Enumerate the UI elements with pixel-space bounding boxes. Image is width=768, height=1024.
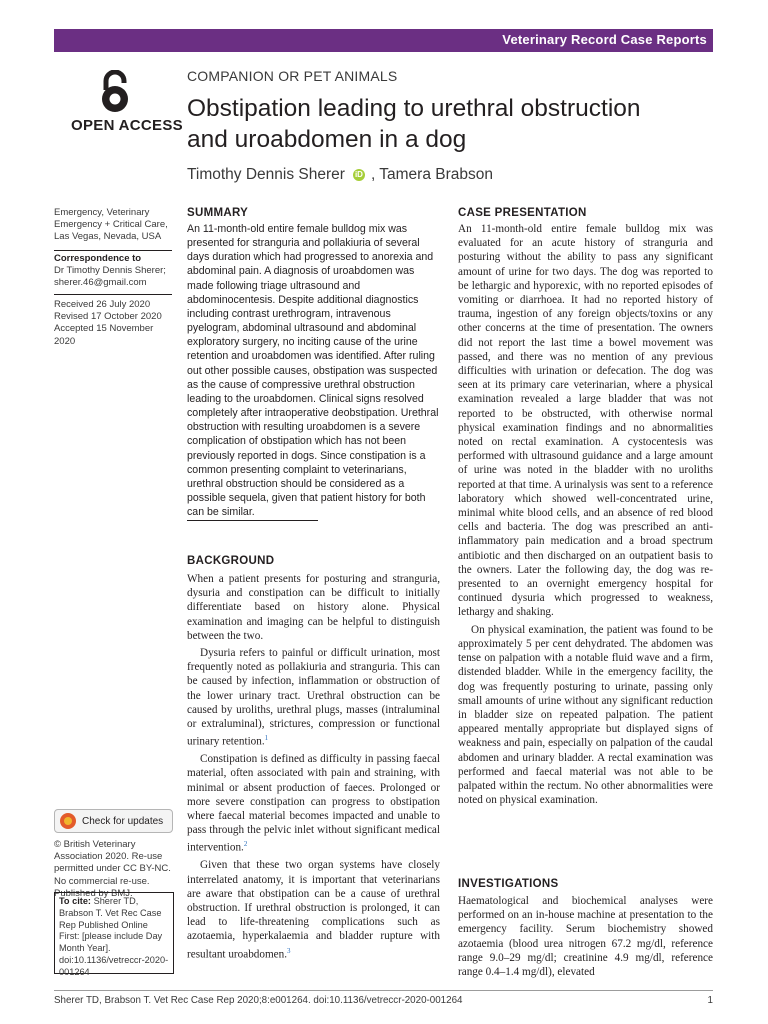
paragraph: Given that these two organ systems have closely interrelated anatomy, it is important that veterinarians are aware that obstipation can be a cause of urethral obstruction. If urethral obstruction is prolonged, it can lead to life-threatening complications such as azotaemia, hyperkalaemia and bladder rupture with resultant uroabdomen.$^3$: [187, 859, 440, 961]
paragraph: Haematological and biochemical analyses were performed on an in-house machine at presentation to the emergency facility. Serum biochemistry showed azotaemia (blood urea nitrogen 67.2 mg/dl, reference range 9.0–29 mg/dl; creatinine 4.9 mg/dl, reference range 0.4–1.4 mg/dl), elevated: [458, 895, 713, 979]
investigations-heading: INVESTIGATIONS: [458, 878, 559, 890]
open-access-lock-icon: [96, 70, 134, 114]
received-date: Received 26 July 2020: [54, 299, 151, 310]
check-for-updates-button[interactable]: [54, 809, 173, 833]
journal-name: Veterinary Record Case Reports: [502, 32, 707, 47]
affiliation: Emergency, Veterinary Emergency + Critical Care, Las Vegas, Nevada, USA: [54, 207, 168, 243]
author-link[interactable]: , Tamera Brabson: [370, 166, 493, 183]
reference-link[interactable]: 3: [287, 946, 291, 955]
article-title: Obstipation leading to urethral obstruction and uroabdomen in a dog: [187, 95, 641, 153]
case-presentation-heading: CASE PRESENTATION: [458, 207, 587, 219]
to-cite-text: Sherer TD, Brabson T. Vet Rec Case Rep Published Online First: [please include Day Month Year]. doi:10.1136/vetreccr-2020-001264: [59, 896, 169, 977]
correspondence-block: [54, 253, 176, 290]
paragraph: Constipation is defined as difficulty in passing faecal material, often associated with pain and straining, with minimal or absent production of faeces. Prolonged or more severe constipation can progress to obstipation where faecal material becomes impacted and unable to pass through the pelvic inlet without significant medical intervention.$^2$: [187, 753, 440, 855]
correspondence-email[interactable]: sherer.46@gmail.com: [54, 277, 147, 289]
check-for-updates-label: Check for updates: [82, 815, 164, 827]
author-list: [187, 166, 493, 184]
background-heading: BACKGROUND: [187, 555, 275, 567]
divider: [54, 250, 172, 251]
footer-divider: [54, 990, 713, 991]
divider: [187, 520, 318, 521]
summary-text: An 11-month-old entire female bulldog mix was presented for stranguria and pollakiuria of several days duration which had progressed to anorexia and abdominal pain. A diagnosis of uroabdomen was made following triage ultrasound and abdominocentesis. Despite additional diagnostics including contrast urethrogram, intravenous pyelogram, abdominal ultrasound and abdominal exploratory surgery, no inciting cause of the urine retention and uroabdomen was identified. After ruling out other possible causes, obstipation was suspected as the cause of compressive urethral obstruction leading to the uroabdomen. Clinical signs resolved completely after intraoperative deobstipation. Urethral obstruction with resulting uroabdomen is a severe complication of obstipation which has not been previously reported in dogs. Since constipation is a common presenting complaint to veterinarians, urethral obstruction should be considered as a possible sequela, given that patient history for both can be similar.: [187, 223, 439, 519]
paragraph: An 11-month-old entire female bulldog mix was evaluated for an acute history of stranguria and posturing without the ability to pass any significant amount of urine for two days. The dog was reported to be lethargic and hyporexic, with no reported episodes of vomiting or diarrhoea. It had no reported history of trauma, ingestion of any foreign objects/toxins or any other concerns at the time of presentation. The owners did not report the last time a bowel movement was passed, and there was no mention of any previous difficulties with urination or defecation. The dog was seen at its primary care veterinarian, where a physical examination revealed a large bladder that was not reported to be obstructed, with otherwise normal physical examination findings and no abnormalities noted on rectal examination. A cystocentesis was performed with ultrasound guidance and a large amount of urine was noted in the bladder with no uroliths reported at that time. A urinalysis was sent to a reference laboratory which showed well-concentrated urine, minimal white blood cells, and an absence of red blood cells and bacteria. The dog was prescribed an anti-inflammatory pain medication and a broad spectrum antibiotic and then discharged on an outpatient basis to the owners. Later the following day, the dog was re-presented to an overnight emergency hospital for continued dysuria which progressed to weakness, lethargy and shaking.: [458, 223, 713, 619]
reference-link[interactable]: 1: [264, 734, 269, 743]
case-presentation-body: [458, 222, 713, 807]
dates-block: [54, 299, 176, 348]
reference-link[interactable]: 2: [243, 840, 248, 849]
paragraph: On physical examination, the patient was found to be approximately 5 per cent dehydrated. The abdomen was tense on palpation with a notable fluid wave and a firm, distended bladder. While in the emergency facility, the dog was frequently posturing to urinate, passing only small amounts of urine without any significant reduction in bladder size on repeated palpation. The patient appeared mentally appropriate but displayed signs of weakness and pain, especially on palpation of the caudal abdomen and urinary bladder. A rectal examination was performed and faecal material was not able to be palpated within the rectum. No other abnormalities were noted on physical examination.: [458, 623, 713, 807]
article-section: COMPANION OR PET ANIMALS: [187, 68, 398, 84]
footer-citation: Sherer TD, Brabson T. Vet Rec Case Rep 2020;8:e001264. doi:10.1136/vetreccr-2020-001264: [54, 995, 463, 1006]
divider: [54, 294, 172, 295]
crossmark-icon: [60, 813, 76, 829]
to-cite-box: [54, 892, 174, 977]
copyright-notice: © British Veterinary Association 2020. Re-use permitted under CC BY-NC. No commercial re-use. Published by BMJ.: [54, 839, 171, 899]
open-access-label: OPEN ACCESS: [71, 117, 183, 134]
revised-date: Revised 17 October 2020: [54, 311, 162, 323]
page-footer: [54, 995, 713, 1006]
correspondence-name: Dr Timothy Dennis Sherer;: [54, 265, 166, 277]
paragraph: When a patient presents for posturing and stranguria, dysuria and constipation can be difficult to initially differentiate based on history alone. Physical examination and imaging can be helpful to distinguish between the two.: [187, 573, 440, 642]
background-body: [187, 572, 440, 961]
investigations-body: [458, 894, 713, 979]
orcid-icon[interactable]: iD: [354, 170, 363, 179]
page-number: 1: [707, 995, 713, 1006]
to-cite-heading: To cite:: [59, 896, 91, 906]
summary-heading: SUMMARY: [187, 207, 249, 219]
accepted-date: Accepted 15 November 2020: [54, 323, 154, 347]
journal-banner: [54, 29, 713, 52]
author-link[interactable]: Timothy Dennis Sherer: [187, 166, 345, 183]
paragraph: Dysuria refers to painful or difficult urination, most frequently noted as pollakiuria and stranguria. This can be caused by infection, inflammation or obstruction of the lower urinary tract. Urethral obstruction can be caused by uroliths, urethral plugs, masses (intraluminal or extraluminal), strictures, compression or functional urinary retention.$^1$: [187, 647, 440, 748]
correspondence-heading: Correspondence to: [54, 253, 142, 264]
